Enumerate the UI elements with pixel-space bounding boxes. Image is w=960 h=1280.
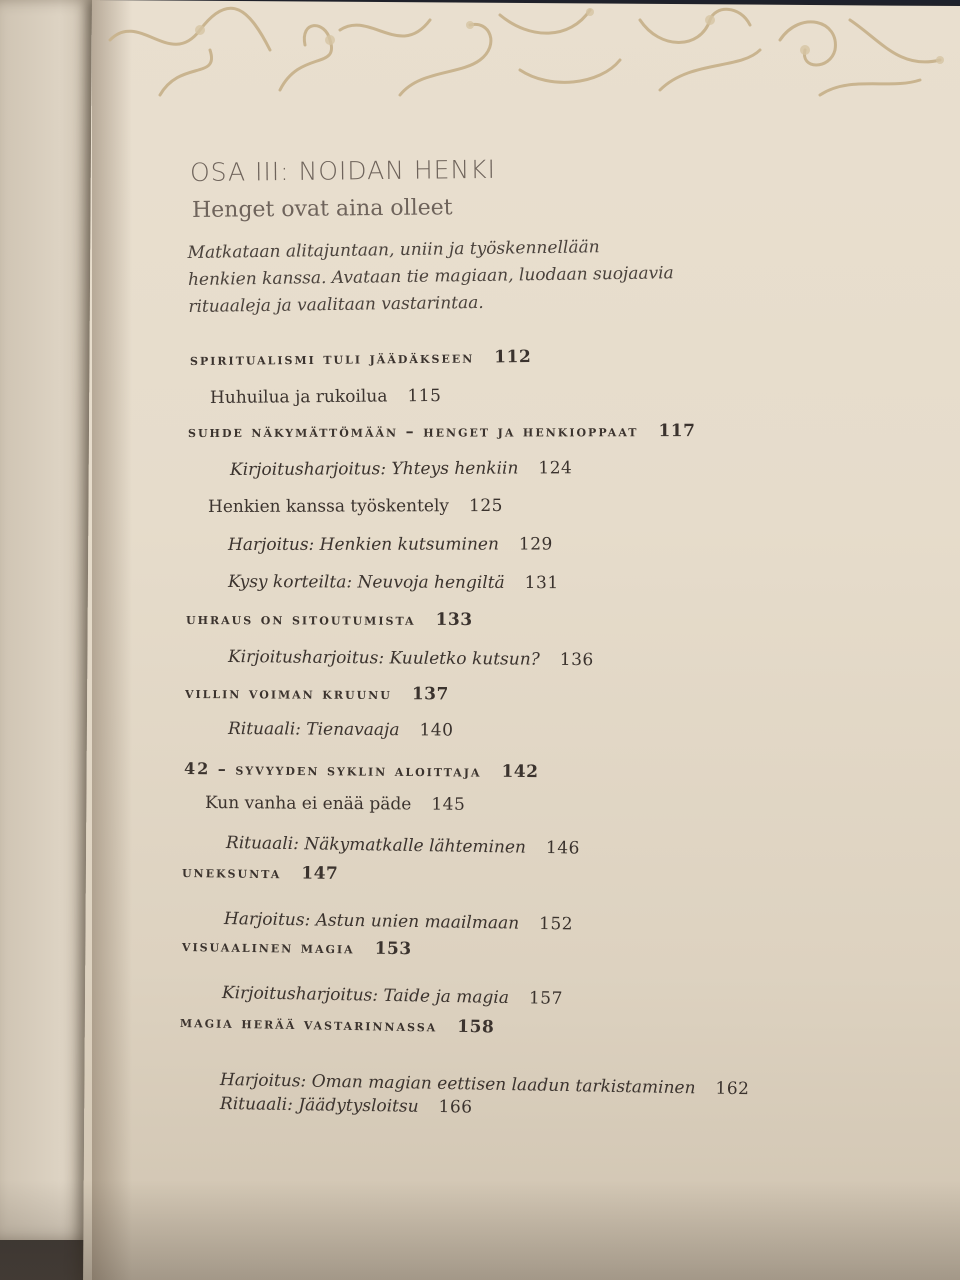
toc-page-number: 136 (559, 649, 594, 671)
toc-entry-title: Rituaali: Näkymatkalle lähteminen (225, 833, 527, 858)
toc-entry-title: 42 – syvyyden syklin aloittaja (183, 759, 482, 781)
toc-entry-title: Harjoitus: Oman magian eettisen laadun tarkistaminen (219, 1070, 696, 1099)
toc-page-number: 142 (501, 761, 539, 783)
toc-page-number: 158 (457, 1016, 495, 1038)
toc-page-number: 145 (431, 794, 466, 815)
toc-entry (228, 719, 454, 741)
toc-entry (210, 386, 442, 408)
intro-line: henkien kanssa. Avataan tie magiaan, luodaan suojaavia (187, 263, 674, 290)
toc-entry-title: Rituaali: Tienavaaja (227, 719, 400, 741)
toc-page-number: 124 (538, 458, 573, 479)
toc-entry-title: Kirjoitusharjoitus: Kuuletko kutsun? (227, 647, 540, 670)
toc-entry (230, 458, 572, 480)
toc-entry (190, 347, 531, 370)
toc-entry-title: visuaalinen magia (181, 936, 355, 958)
toc-entry (226, 833, 580, 859)
toc-entry (228, 647, 594, 670)
toc-page-number: 153 (374, 938, 412, 960)
toc-page-number: 140 (419, 720, 454, 741)
toc-entry-title: magia herää vastarinnassa (179, 1012, 438, 1036)
toc-entry (222, 983, 563, 1009)
toc-entry-title: uhraus on sitoutumista (185, 609, 416, 629)
toc-page-number: 125 (468, 495, 503, 517)
toc-entry-title: Kirjoitusharjoitus: Yhteys henkiin (229, 458, 519, 480)
part-subtitle: Henget ovat aina olleet (191, 195, 453, 223)
toc-entry (220, 1094, 473, 1118)
toc-page-number: 115 (407, 385, 442, 407)
toc-entry-title: Kirjoitusharjoitus: Taide ja magia (221, 983, 510, 1009)
toc-entry-title: Rituaali: Jäädytysloitsu (219, 1094, 419, 1117)
part-title: OSA III: NOIDAN HENKI (189, 154, 497, 187)
toc-entry-title: Kun vanha ei enää päde (204, 793, 412, 815)
part-intro (187, 233, 708, 321)
toc-entry-title: suhde näkymättömään – henget ja henkioppaat (187, 421, 639, 441)
toc-entry (228, 534, 553, 555)
toc-entry (188, 421, 695, 442)
toc-page-number: 152 (538, 913, 574, 935)
toc-page-number: 112 (494, 347, 532, 368)
toc-entry (205, 793, 465, 815)
toc-page-number: 162 (715, 1078, 750, 1100)
toc-entry-title: Henkien kanssa työskentely (207, 496, 450, 517)
toc-entry (228, 572, 559, 593)
intro-line: Matkataan alitajuntaan, uniin ja työskennellään (187, 237, 600, 264)
toc-entry (182, 936, 412, 959)
toc-page-number: 117 (658, 421, 696, 442)
toc-entry-title: spiritualismi tuli jäädäkseen (189, 347, 475, 369)
toc-page-number: 147 (301, 863, 339, 884)
toc-entry-title: Kysy korteilta: Neuvoja hengiltä (227, 572, 505, 593)
toc-page-number: 129 (518, 534, 553, 555)
toc-entry (182, 862, 339, 884)
toc-page-number: 157 (528, 988, 564, 1009)
toc-page-number: 146 (545, 838, 581, 859)
toc-entry (224, 909, 573, 934)
toc-page-number: 131 (524, 573, 559, 594)
toc-entry-title: uneksunta (181, 862, 282, 883)
toc-entry-title: Harjoitus: Henkien kutsuminen (227, 534, 499, 555)
toc-entry (185, 683, 449, 704)
toc-entry-title: Harjoitus: Astun unien maailmaan (223, 909, 520, 934)
toc-entry (186, 609, 473, 630)
intro-line: rituaaleja ja vaalitaan vastarintaa. (188, 292, 484, 317)
toc-entry (180, 1012, 495, 1037)
toc-page-number: 137 (411, 684, 449, 705)
toc-entry-title: Huhuilua ja rukoilua (209, 386, 388, 408)
toc-page-number: 133 (435, 609, 473, 631)
toc-page-number: 166 (438, 1097, 473, 1118)
toc-entry-title: villin voiman kruunu (184, 683, 392, 704)
toc-entry (184, 759, 539, 782)
toc-entry (208, 496, 503, 517)
